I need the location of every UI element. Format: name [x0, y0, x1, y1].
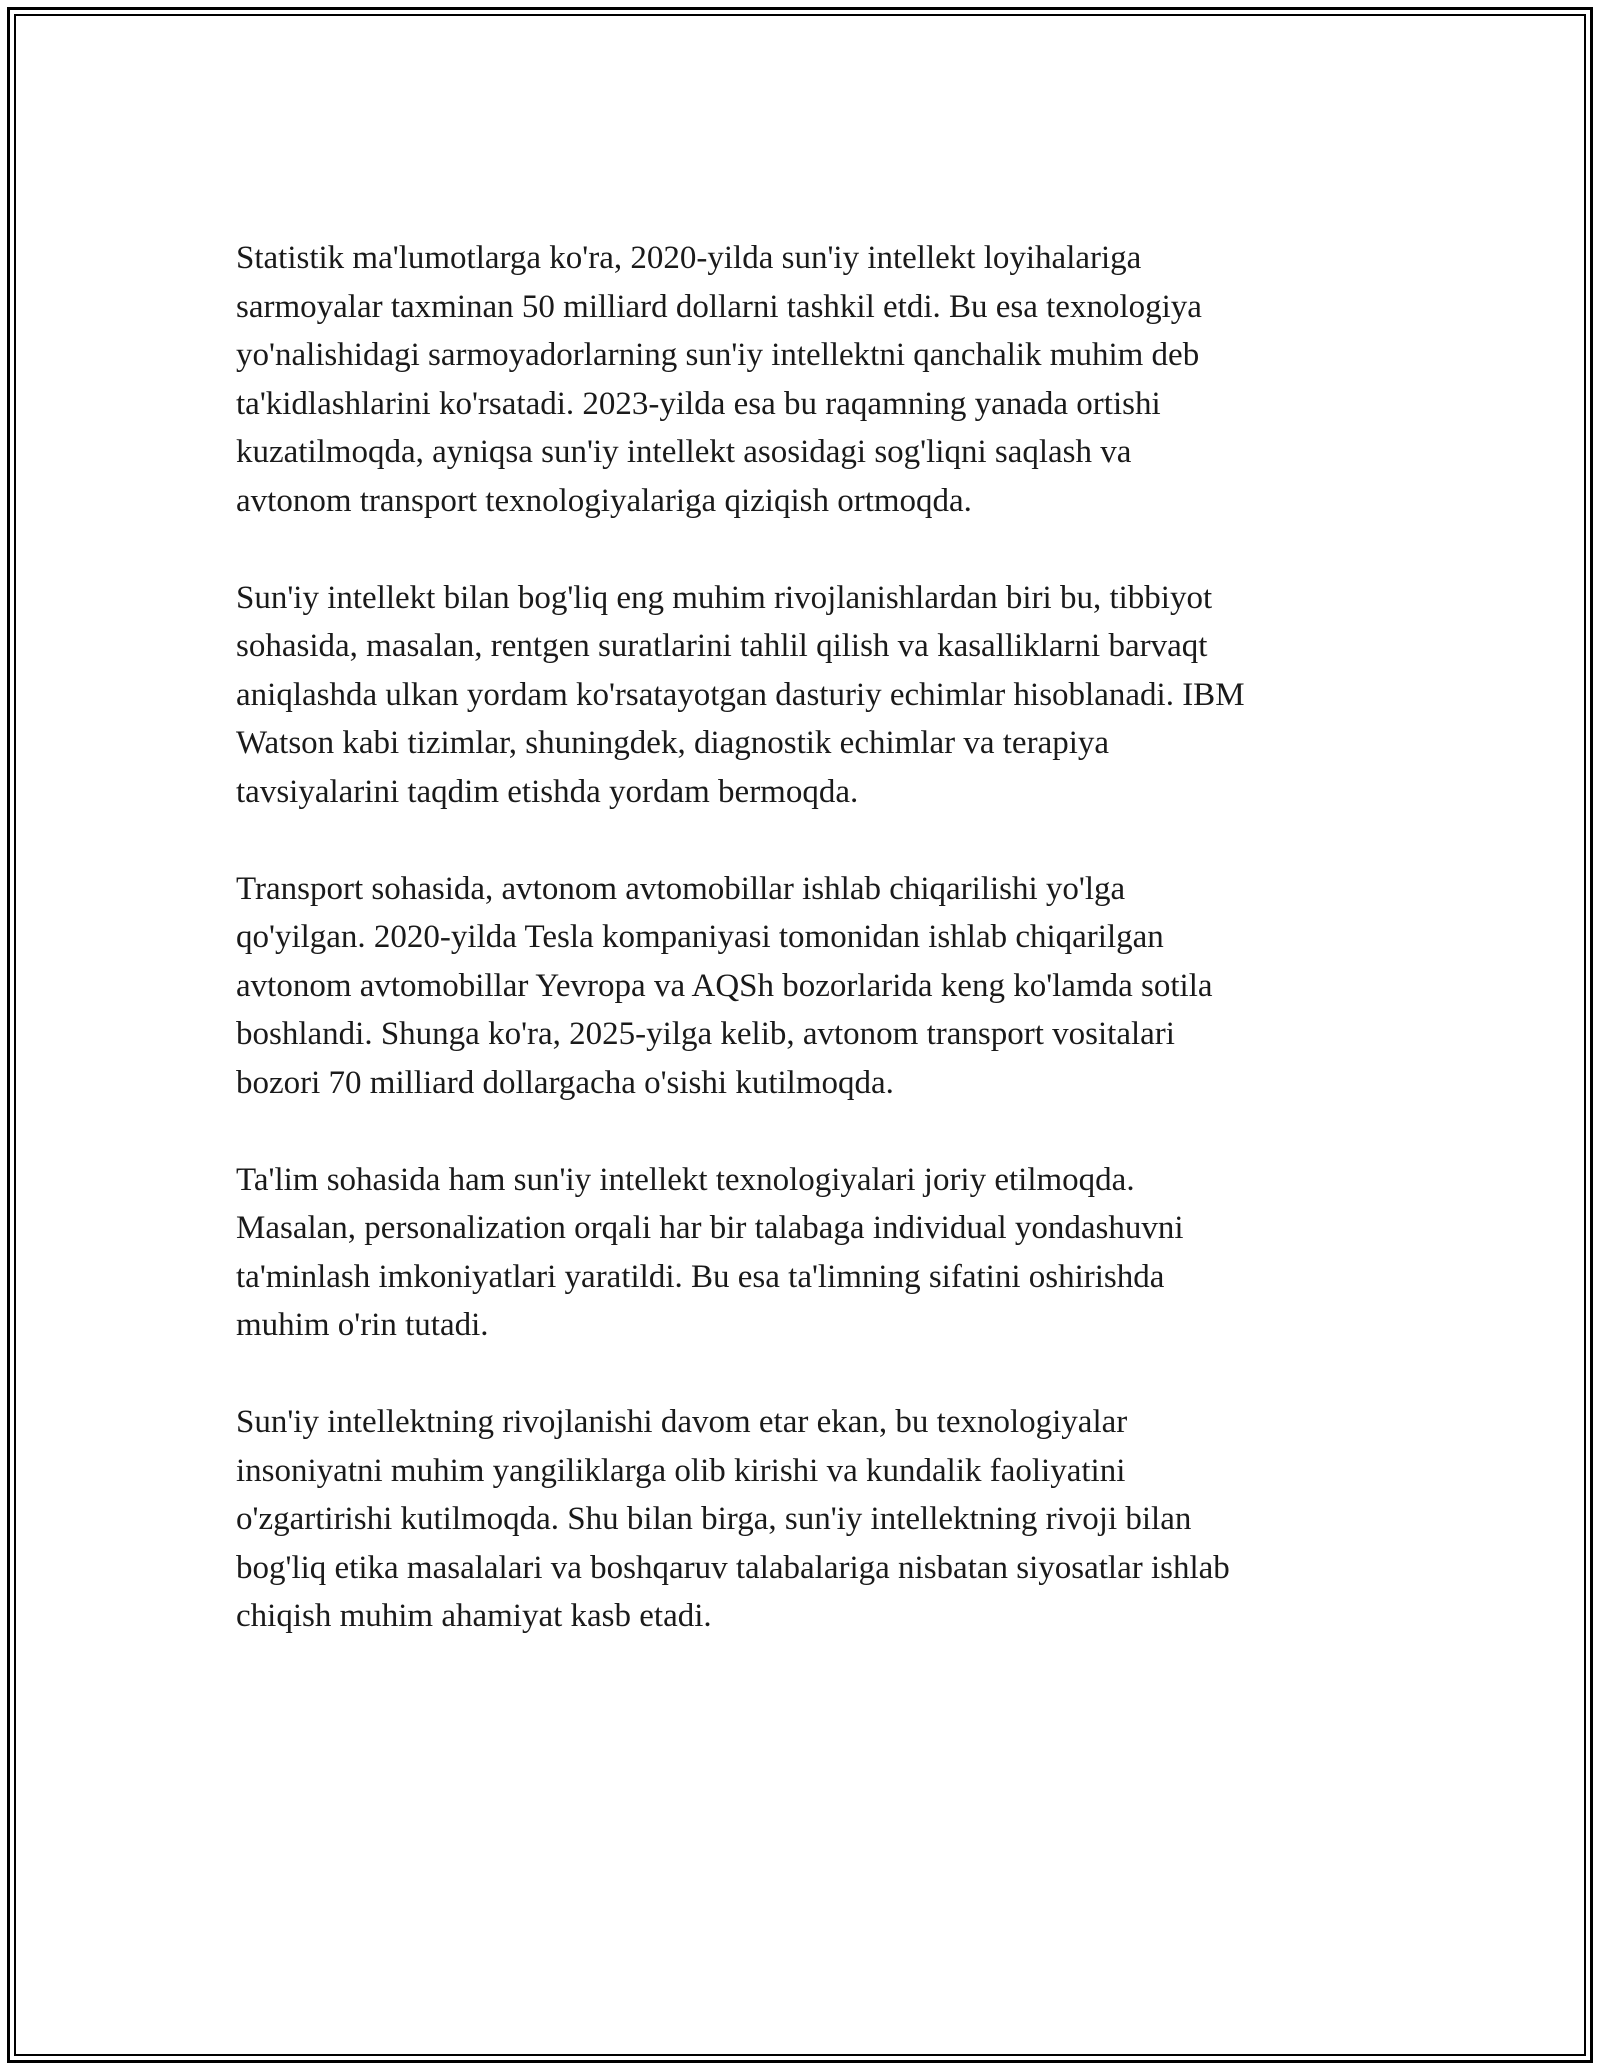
text-line: Watson kabi tizimlar, shuningdek, diagnostik echimlar va terapiya [236, 725, 1110, 761]
text-line: bozori 70 milliard dollargacha o'sishi kutilmoqda. [236, 1064, 894, 1101]
text-line: sarmoyalar taxminan 50 milliard dollarni tashkil etdi. Bu esa texnologiya [236, 288, 1202, 325]
text-line: ta'kidlashlarini ko'rsatadi. 2023-yilda esa bu raqamning yanada ortishi [236, 385, 1161, 422]
text-line: Statistik ma'lumotlarga ko'ra, 2020-yilda sun'iy intellekt loyihalariga [236, 240, 1142, 276]
text-line: kuzatilmoqda, ayniqsa sun'iy intellekt asosidagi sog'liqni saqlash va [236, 434, 1132, 470]
text-line: sohasida, masalan, rentgen suratlarini tahlil qilish va kasalliklarni barvaqt [236, 628, 1208, 664]
text-line: Sun'iy intellektning rivojlanishi davom etar ekan, bu texnologiyalar [236, 1404, 1128, 1440]
text-line: tavsiyalarini taqdim etishda yordam bermoqda. [236, 773, 859, 810]
text-line: boshlandi. Shunga ko'ra, 2025-yilga kelib, avtonom transport vositalari [236, 1016, 1175, 1052]
paragraph-conclusion [236, 1398, 1376, 1641]
text-line: muhim o'rin tutadi. [236, 1307, 489, 1343]
text-line: Transport sohasida, avtonom avtomobillar ishlab chiqarilishi yo'lga [236, 870, 1126, 907]
text-line: ta'minlash imkoniyatlari yaratildi. Bu esa ta'limning sifatini oshirishda [236, 1258, 1165, 1295]
text-line: avtonom transport texnologiyalariga qiziqish ortmoqda. [236, 482, 972, 519]
paragraph-education [236, 1156, 1376, 1350]
text-line: yo'nalishidagi sarmoyadorlarning sun'iy intellektni qanchalik muhim deb [236, 337, 1200, 373]
text-line: Masalan, personalization orqali har bir talabaga individual yondashuvni [236, 1210, 1184, 1246]
text-line: qo'yilgan. 2020-yilda Tesla kompaniyasi tomonidan ishlab chiqarilgan [236, 919, 1164, 955]
text-line: Sun'iy intellekt bilan bog'liq eng muhim rivojlanishlardan biri bu, tibbiyot [236, 579, 1213, 616]
paragraph-healthcare [236, 574, 1376, 817]
text-line: o'zgartirishi kutilmoqda. Shu bilan birga, sun'iy intellektning rivoji bilan [236, 1501, 1192, 1537]
text-line: chiqish muhim ahamiyat kasb etadi. [236, 1598, 712, 1634]
paragraph-investments [236, 234, 1376, 525]
text-line: Ta'lim sohasida ham sun'iy intellekt texnologiyalari joriy etilmoqda. [236, 1161, 1135, 1198]
text-line: aniqlashda ulkan yordam ko'rsatayotgan dasturiy echimlar hisoblanadi. IBM [236, 676, 1245, 713]
text-line: insoniyatni muhim yangiliklarga olib kirishi va kundalik faoliyatini [236, 1452, 1126, 1489]
text-line: avtonom avtomobillar Yevropa va AQSh bozorlarida keng ko'lamda sotila [236, 967, 1213, 1004]
document-body [236, 234, 1376, 1689]
text-line: bog'liq etika masalalari va boshqaruv talabalariga nisbatan siyosatlar ishlab [236, 1549, 1230, 1586]
paragraph-transport [236, 865, 1376, 1108]
